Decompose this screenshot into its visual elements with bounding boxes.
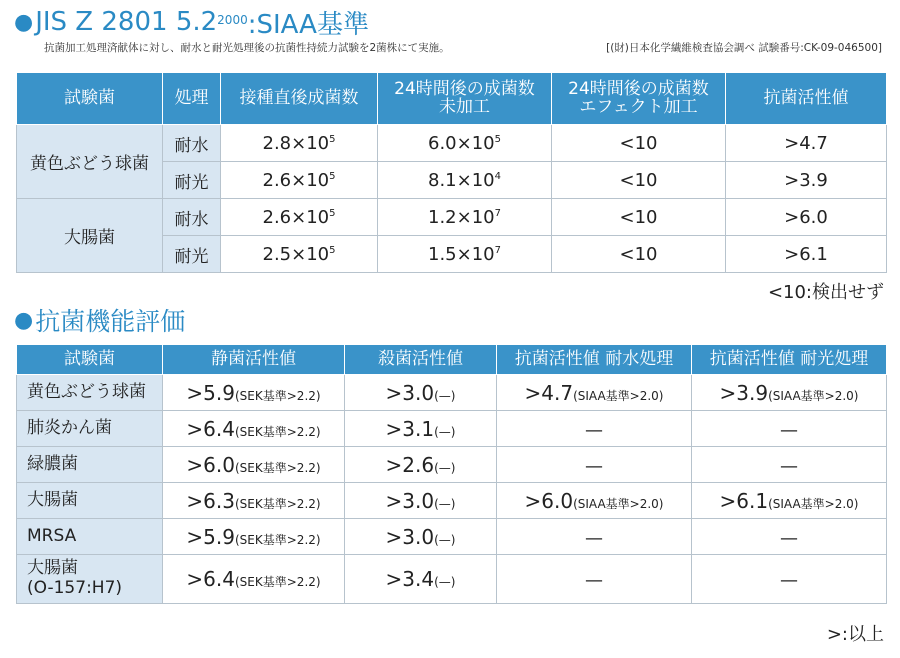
count-exponent: 4 bbox=[494, 170, 501, 182]
count-mantissa: 2.5×10 bbox=[262, 243, 330, 265]
count-exponent: 7 bbox=[494, 207, 501, 219]
value-main: >6.3 bbox=[186, 488, 235, 513]
value-main: >3.4 bbox=[385, 567, 435, 591]
test-description bbox=[44, 40, 882, 55]
count-mantissa: 2.8×10 bbox=[262, 132, 330, 154]
test-source: [(財)日本化学繊維検査協会調べ 試験番号:CK-09-046500] bbox=[606, 42, 882, 54]
value-criterion: (—) bbox=[434, 575, 456, 589]
count-exponent: 5 bbox=[329, 244, 336, 256]
bacteriostatic-value bbox=[163, 447, 345, 483]
count-mantissa: 2.6×10 bbox=[262, 206, 330, 228]
treated-count: <10 bbox=[552, 199, 726, 236]
count-exponent: 5 bbox=[329, 170, 336, 182]
value-criterion: (—) bbox=[434, 424, 456, 439]
light-activity-value bbox=[692, 519, 887, 555]
treatment: 耐光 bbox=[163, 236, 221, 273]
activity-value: >4.7 bbox=[726, 125, 887, 162]
activity-value: >3.9 bbox=[726, 162, 887, 199]
light-activity-value bbox=[692, 555, 887, 604]
value-criterion: (SEK基準>2.2) bbox=[235, 496, 321, 511]
antibacterial-evaluation-table bbox=[16, 344, 887, 604]
value-main: >6.4 bbox=[186, 416, 235, 441]
count-mantissa: 6.0×10 bbox=[428, 132, 495, 154]
count-mantissa: 2.6×10 bbox=[262, 169, 330, 191]
value-main: >3.0 bbox=[385, 380, 435, 405]
untreated-count bbox=[378, 125, 552, 162]
column-header: 接種直後成菌数 bbox=[221, 73, 378, 125]
bacteriostatic-value bbox=[163, 519, 345, 555]
value-main: >3.1 bbox=[385, 416, 435, 441]
activity-value: >6.0 bbox=[726, 199, 887, 236]
column-header: 試験菌 bbox=[17, 345, 163, 375]
value-main: — bbox=[585, 570, 603, 591]
value-main: >2.6 bbox=[385, 452, 435, 477]
bacteria-name: 黄色ぶどう球菌 bbox=[17, 125, 163, 199]
count-exponent: 7 bbox=[494, 244, 501, 256]
value-criterion: (SIAA基準>2.0) bbox=[573, 496, 664, 511]
column-header: 処理 bbox=[163, 73, 221, 125]
value-criterion: (SIAA基準>2.0) bbox=[768, 496, 859, 511]
column-header: 試験菌 bbox=[17, 73, 163, 125]
table-row bbox=[17, 375, 887, 411]
value-main: >5.9 bbox=[186, 380, 235, 405]
value-main: — bbox=[780, 419, 798, 441]
bullet-icon: ● bbox=[14, 9, 34, 35]
table-row bbox=[17, 199, 887, 236]
title-suffix: :SIAA基準 bbox=[247, 9, 369, 40]
column-header: 静菌活性値 bbox=[163, 345, 345, 375]
column-header: 抗菌活性値 耐光処理 bbox=[692, 345, 887, 375]
value-main: — bbox=[585, 419, 603, 441]
value-main: >4.7 bbox=[524, 380, 574, 405]
bactericidal-value bbox=[345, 447, 497, 483]
value-criterion: (—) bbox=[434, 460, 456, 475]
treatment: 耐水 bbox=[163, 125, 221, 162]
bactericidal-value bbox=[345, 375, 497, 411]
value-criterion: (—) bbox=[434, 496, 456, 511]
value-criterion: (SEK基準>2.2) bbox=[235, 575, 321, 589]
table-row bbox=[17, 125, 887, 162]
value-main: >6.0 bbox=[186, 452, 235, 477]
bacteria-name: 肺炎かん菌 bbox=[17, 411, 163, 447]
light-activity-value bbox=[692, 447, 887, 483]
treated-count: <10 bbox=[552, 236, 726, 273]
value-criterion: (—) bbox=[434, 388, 456, 403]
bactericidal-value bbox=[345, 519, 497, 555]
value-main: >6.4 bbox=[186, 567, 235, 591]
value-criterion: (SIAA基準>2.0) bbox=[768, 388, 859, 403]
value-main: >5.9 bbox=[186, 524, 235, 549]
water-activity-value bbox=[497, 375, 692, 411]
value-main: >3.0 bbox=[385, 524, 435, 549]
water-activity-value bbox=[497, 555, 692, 604]
bacteria-name: 大腸菌 (O-157:H7) bbox=[17, 555, 163, 604]
table-row bbox=[17, 483, 887, 519]
light-activity-value bbox=[692, 483, 887, 519]
persistence-test-table bbox=[16, 72, 887, 273]
value-criterion: (—) bbox=[434, 532, 456, 547]
bacteriostatic-value bbox=[163, 411, 345, 447]
count-mantissa: 8.1×10 bbox=[428, 169, 495, 191]
bactericidal-value bbox=[345, 483, 497, 519]
bacteriostatic-value bbox=[163, 375, 345, 411]
value-main: >6.1 bbox=[719, 488, 769, 513]
value-criterion: (SEK基準>2.2) bbox=[235, 424, 321, 439]
count-exponent: 5 bbox=[494, 133, 501, 145]
section-title-jis bbox=[14, 4, 369, 40]
value-main: — bbox=[585, 527, 603, 549]
bullet-icon: ● bbox=[14, 307, 34, 333]
treated-count: <10 bbox=[552, 125, 726, 162]
table-row bbox=[17, 447, 887, 483]
bactericidal-value bbox=[345, 411, 497, 447]
value-criterion: (SIAA基準>2.0) bbox=[573, 388, 664, 403]
bacteria-name: 黄色ぶどう球菌 bbox=[17, 375, 163, 411]
table-row bbox=[17, 555, 887, 604]
count-mantissa: 1.5×10 bbox=[428, 243, 495, 265]
initial-count bbox=[221, 199, 378, 236]
untreated-count bbox=[378, 162, 552, 199]
section-title-evaluation bbox=[14, 302, 185, 338]
title-sup: 2000 bbox=[217, 13, 248, 27]
light-activity-value bbox=[692, 411, 887, 447]
header-row bbox=[17, 345, 887, 375]
title-text: 抗菌機能評価 bbox=[35, 307, 186, 336]
value-main: — bbox=[780, 455, 798, 477]
value-main: — bbox=[780, 570, 798, 591]
bacteria-name: MRSA bbox=[17, 519, 163, 555]
count-exponent: 5 bbox=[329, 133, 336, 145]
column-header: 24時間後の成菌数 エフェクト加工 bbox=[552, 73, 726, 125]
water-activity-value bbox=[497, 483, 692, 519]
bacteria-name: 緑膿菌 bbox=[17, 447, 163, 483]
activity-value: >6.1 bbox=[726, 236, 887, 273]
table-row bbox=[17, 519, 887, 555]
value-main: >3.0 bbox=[385, 488, 435, 513]
column-header: 24時間後の成菌数 未加工 bbox=[378, 73, 552, 125]
column-header: 殺菌活性値 bbox=[345, 345, 497, 375]
initial-count bbox=[221, 162, 378, 199]
treatment: 耐光 bbox=[163, 162, 221, 199]
table2-footnote: >:以上 bbox=[826, 624, 884, 645]
initial-count bbox=[221, 125, 378, 162]
value-criterion: (SEK基準>2.2) bbox=[235, 460, 321, 475]
value-main: — bbox=[585, 455, 603, 477]
light-activity-value bbox=[692, 375, 887, 411]
bacteria-name: 大腸菌 bbox=[17, 199, 163, 273]
value-main: >6.0 bbox=[524, 488, 574, 513]
title-main: JIS Z 2801 5.2 bbox=[35, 7, 218, 37]
bactericidal-value bbox=[345, 555, 497, 604]
table-row bbox=[17, 411, 887, 447]
untreated-count bbox=[378, 199, 552, 236]
column-header: 抗菌活性値 耐水処理 bbox=[497, 345, 692, 375]
water-activity-value bbox=[497, 447, 692, 483]
treatment: 耐水 bbox=[163, 199, 221, 236]
bacteriostatic-value bbox=[163, 555, 345, 604]
column-header: 抗菌活性値 bbox=[726, 73, 887, 125]
header-row bbox=[17, 73, 887, 125]
bacteria-name: 大腸菌 bbox=[17, 483, 163, 519]
count-exponent: 5 bbox=[329, 207, 336, 219]
treated-count: <10 bbox=[552, 162, 726, 199]
value-main: — bbox=[780, 527, 798, 549]
value-criterion: (SEK基準>2.2) bbox=[235, 532, 321, 547]
table1-footnote: <10:検出せず bbox=[767, 282, 884, 303]
bacteriostatic-value bbox=[163, 483, 345, 519]
water-activity-value bbox=[497, 519, 692, 555]
description-text: 抗菌加工処理済献体に対し、耐水と耐光処理後の抗菌性持続力試験を2菌株にて実施。 bbox=[44, 42, 450, 54]
count-mantissa: 1.2×10 bbox=[428, 206, 495, 228]
initial-count bbox=[221, 236, 378, 273]
value-criterion: (SEK基準>2.2) bbox=[235, 388, 321, 403]
untreated-count bbox=[378, 236, 552, 273]
value-main: >3.9 bbox=[719, 380, 769, 405]
water-activity-value bbox=[497, 411, 692, 447]
